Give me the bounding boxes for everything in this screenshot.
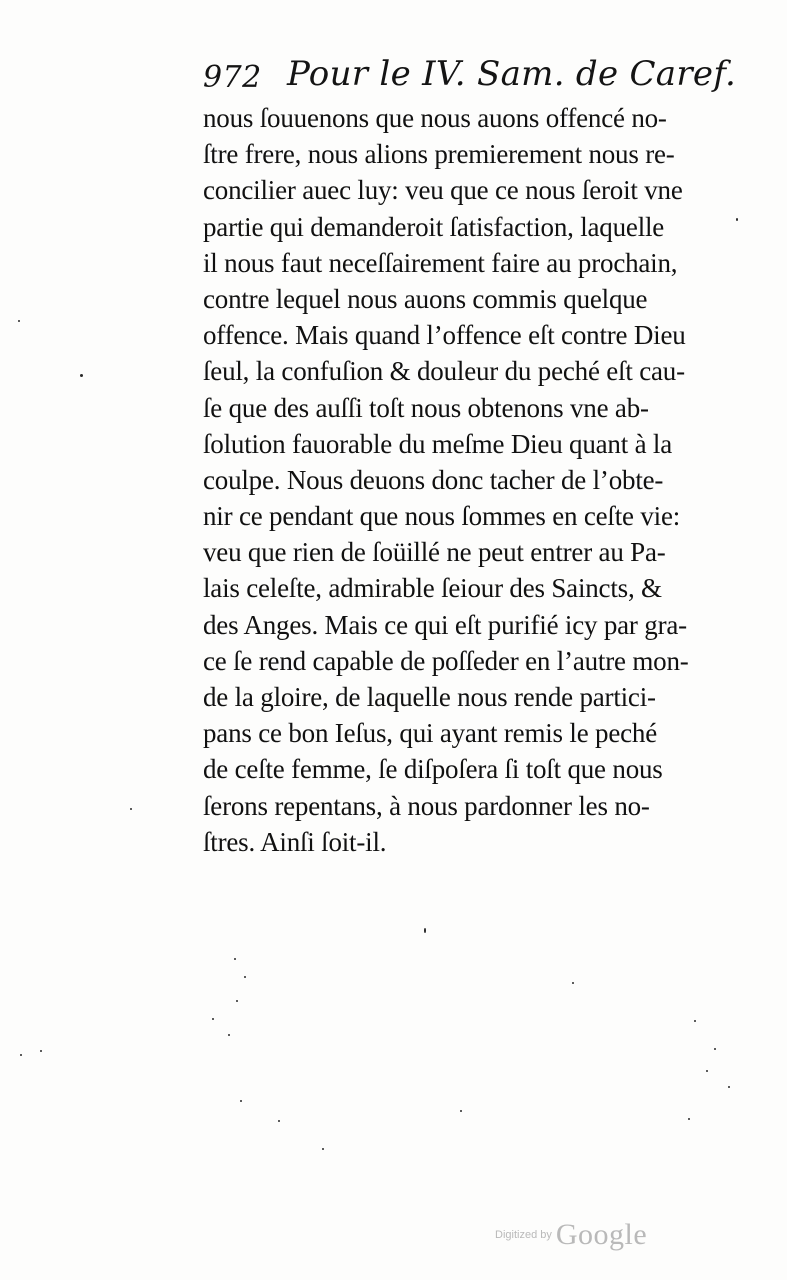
text-line: partie qui demanderoit ſatisfaction, laquelle <box>203 211 665 242</box>
text-line: ce ſe rend capable de poſſeder en l’autre mon- <box>203 645 689 676</box>
text-line: ſtres. Ainſi ſoit-il. <box>203 826 387 857</box>
scan-speck <box>322 1148 324 1150</box>
scan-speck <box>460 1110 462 1112</box>
text-line: pans ce bon Ieſus, qui ayant remis le peché <box>203 718 657 749</box>
text-line: ſolution fauorable du meſme Dieu quant à la <box>203 428 673 459</box>
watermark-brand: Google <box>555 1218 648 1251</box>
scan-speck <box>130 808 132 810</box>
scan-speck <box>424 928 426 933</box>
text-line: ſtre frere, nous alions premierement nous re- <box>203 139 675 170</box>
body-text <box>203 100 723 860</box>
text-line: nous ſouuenons que nous auons offencé no- <box>203 103 667 133</box>
scan-speck <box>234 958 236 960</box>
scan-speck <box>728 1086 730 1088</box>
text-line: nir ce pendant que nous ſommes en ceſte vie: <box>203 501 681 532</box>
scan-speck <box>40 1050 42 1052</box>
text-line: ſerons repentans, à nous pardonner les no- <box>203 790 650 821</box>
text-line: lais celeſte, admirable ſeiour des Saincts, & <box>203 573 662 604</box>
scan-speck <box>244 976 246 978</box>
text-line: il nous faut neceſſairement faire au prochain, <box>203 247 678 278</box>
scan-speck <box>80 374 83 377</box>
scan-speck <box>714 1048 716 1050</box>
watermark-prefix: Digitized by <box>495 1229 552 1241</box>
page-header <box>203 54 737 100</box>
text-line: des Anges. Mais ce qui eſt purifié icy par gra- <box>203 609 687 640</box>
text-line: de ceſte femme, ſe diſpoſera ſi toſt que nous <box>203 754 663 785</box>
scan-speck <box>212 1018 214 1020</box>
scan-speck <box>240 1100 242 1102</box>
scan-speck <box>706 1070 708 1072</box>
text-line: coulpe. Nous deuons donc tacher de l’obte- <box>203 464 664 495</box>
scan-speck <box>18 320 20 322</box>
text-line: ſeul, la confuſion & douleur du peché eſt cau- <box>203 356 685 387</box>
scan-speck <box>694 1020 696 1022</box>
text-line: contre lequel nous auons commis quelque <box>203 283 648 314</box>
text-line: concilier auec luy: veu que ce nous ſeroit vne <box>203 175 683 206</box>
digitized-watermark <box>495 1218 647 1252</box>
scan-speck <box>736 218 738 221</box>
scan-speck <box>278 1120 280 1122</box>
page-number: 972 <box>203 60 262 95</box>
scan-speck <box>572 982 574 984</box>
running-title: Pour le IV. Sam. de Caref. <box>287 54 737 94</box>
text-line: veu que rien de ſoüillé ne peut entrer au Pa- <box>203 537 666 568</box>
scan-speck <box>228 1034 230 1036</box>
text-line: ſe que des auſſi toſt nous obtenons vne ab- <box>203 392 649 423</box>
text-line: de la gloire, de laquelle nous rende partici- <box>203 682 656 712</box>
scan-speck <box>236 1000 238 1002</box>
scan-speck <box>688 1118 690 1120</box>
scan-speck <box>20 1054 22 1056</box>
text-line: offence. Mais quand l’offence eſt contre Dieu <box>203 320 686 351</box>
